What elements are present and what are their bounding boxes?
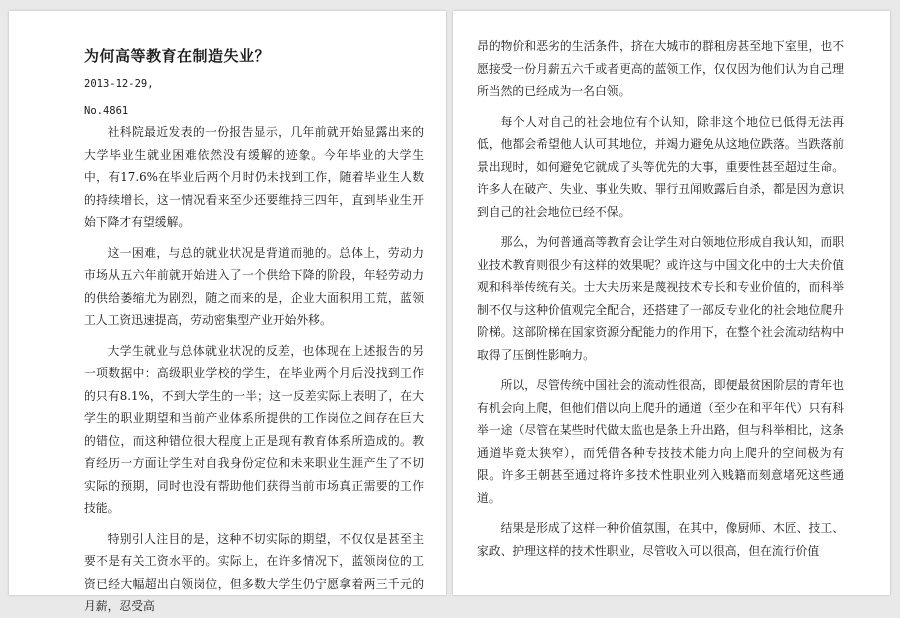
- paragraph: 特别引人注目的是，这种不切实际的期望，不仅仅是甚至主要不是有关工资水平的。实际上，在许多情况下，蓝领岗位的工资已经大幅超出白领岗位，但多数大学生仍宁愿拿着两三千元的月薪，忍受高: [84, 531, 424, 613]
- article-date: 2013-12-29,: [84, 78, 154, 90]
- right-page: [453, 11, 890, 595]
- paragraph: 这一困难，与总的就业状况是背道而驰的。总体上，劳动力市场从五六年前就开始进入了一个供给下降的阶段，年轻劳动力的供给萎缩尤为剧烈，随之而来的是，企业大面积用工荒，蓝领工人工资迅速提高，劳动密集型产业开始外移。: [84, 245, 424, 327]
- paragraph: 社科院最近发表的一份报告显示，几年前就开始显露出来的大学毕业生就业困难依然没有缓解的迹象。今年毕业的大学生中，有17.6%在毕业后两个月时仍未找到工作，随着毕业生人数的持续增长，这一情况看来至少还要维持三四年，直到毕业生开始下降才有望缓解。: [84, 125, 424, 229]
- paragraph: 那么，为何普通高等教育会让学生对白领地位形成自我认知，而职业技术教育则很少有这样的效果呢？或许这与中国文化中的士大夫价值观和科举传统有关。士大夫历来是蔑视技术专长和专业价值的，而科举制不仅与这种价值观完全配合，还搭建了一部反专业化的社会地位爬升阶梯。这部阶梯在国家资源分配能力的作用下，在整个社会流动结构中取得了压倒性影响力。: [477, 235, 844, 362]
- left-page: [9, 11, 446, 613]
- paragraph: 大学生就业与总体就业状况的反差，也体现在上述报告的另一项数据中：高级职业学校的学生，在毕业两个月后没找到工作的只有8.1%，不到大学生的一半；这一反差实际上表明了，在大学生的职业期望和当前产业体系所提供的工作岗位之间存在巨大的错位，而这种错位很大程度上正是现有教育体系所造成的。教育经历一方面让学生对自我身份定位和未来职业生涯产生了不切实际的预期，同时也没有帮助他们获得当前市场真正需要的工作技能。: [84, 343, 424, 515]
- article-title: 为何高等教育在制造失业？: [84, 47, 271, 65]
- paragraph: 所以，尽管传统中国社会的流动性很高，即便最贫困阶层的青年也有机会向上爬，但他们借以向上爬升的通道（至少在和平年代）只有科举一途（尽管在某些时代做太监也是条上升出路，但与科举相比，这条通道毕竟太狭窄），而凭借各种专技技术能力向上爬升的空间极为有限。许多王朝甚至通过将许多技术性职业列入贱籍而刻意堵死这些通道。: [477, 378, 844, 505]
- article-number: No.4861: [84, 105, 129, 117]
- paragraph-continued: 昂的物价和恶劣的生活条件，挤在大城市的群租房甚至地下室里，也不愿接受一份月薪五六千或者更高的蓝领工作，仅仅因为他们认为自己理所当然的已经成为一名白领。: [477, 39, 844, 98]
- paragraph: 每个人对自己的社会地位有个认知，除非这个地位已低得无法再低，他都会希望他人认可其地位，并竭力避免从这地位跌落。当跌落前景出现时，如何避免它就成了头等优先的大事，重要性甚至超过生命。许多人在破产、失业、事业失败、罪行丑闻败露后自杀，都是因为意识到自己的社会地位已经不保。: [477, 114, 844, 219]
- paragraph: 结果是形成了这样一种价值氛围，在其中，像厨师、木匠、技工、家政、护理这样的技术性职业，尽管收入可以很高，但在流行价值: [477, 521, 844, 558]
